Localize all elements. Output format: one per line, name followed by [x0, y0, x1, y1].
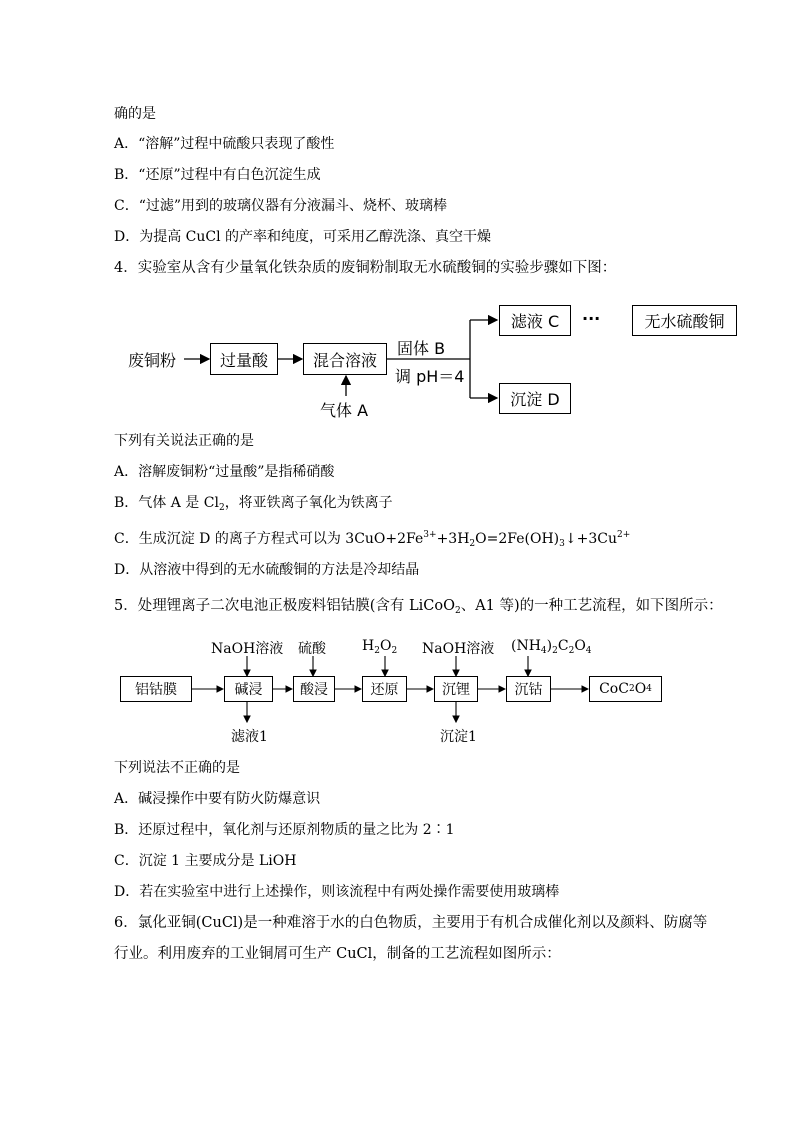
q6-stem-line1: 6．氯化亚铜(CuCl)是一种难溶于水的白色物质，主要用于有机合成催化剂以及颜料、防腐等 — [114, 915, 708, 931]
q3-option-b: B．“还原”过程中有白色沉淀生成 — [114, 167, 321, 183]
label-waste-copper: 废铜粉 — [128, 351, 177, 370]
box-filtrate-c: 滤液 C — [499, 305, 571, 336]
q4-option-d: D．从溶液中得到的无水硫酸铜的方法是冷却结晶 — [114, 562, 420, 578]
label-naoh-2: NaOH溶液 — [422, 641, 495, 657]
box-al-co-film: 铝钴膜 — [120, 676, 192, 702]
q5-option-b: B．还原过程中，氧化剂与还原剂物质的量之比为 2∶1 — [114, 822, 455, 838]
label-precipitate-1: 沉淀1 — [440, 729, 477, 745]
box-excess-acid: 过量酸 — [210, 343, 278, 375]
q3-option-a: A．“溶解”过程中硫酸只表现了酸性 — [114, 136, 335, 152]
label-solid-b: 固体 B — [397, 339, 446, 358]
q4-option-c: C．生成沉淀 D 的离子方程式可以为 $3CuO+2Fe^{3+}+3H_2O=2Fe(OH)_3↓+3Cu^{2+}$ — [114, 530, 631, 549]
q4-stem: 4．实验室从含有少量氧化铁杂质的废铜粉制取无水硫酸铜的实验步骤如下图： — [114, 260, 617, 276]
box-anhydrous-cuso4: 无水硫酸铜 — [632, 305, 737, 336]
label-naoh-1: NaOH溶液 — [211, 641, 284, 657]
q5-option-c: C．沉淀 1 主要成分是 LiOH — [114, 853, 297, 869]
box-reduction: 还原 — [362, 676, 407, 702]
q3-option-d: D．为提高 CuCl 的产率和纯度，可采用乙醇洗涤、真空干燥 — [114, 229, 492, 245]
q6-stem-line2: 行业。利用废弃的工业铜屑可生产 CuCl，制备的工艺流程如图所示： — [114, 946, 561, 962]
label-h2o2: $H_2O_2$ — [362, 638, 398, 656]
box-cobalt-oxalate: CoC 2 O 4 — [589, 676, 662, 702]
label-gas-a: 气体 A — [320, 401, 369, 420]
label-filtrate-1: 滤液1 — [231, 729, 268, 745]
label-adjust-ph: 调 pH＝4 — [395, 367, 465, 386]
box-acid-leach: 酸浸 — [293, 676, 335, 702]
box-alkali-leach: 碱浸 — [224, 676, 273, 702]
box-co-precip: 沉钴 — [506, 676, 551, 702]
q3-option-c: C．“过滤”用到的玻璃仪器有分液漏斗、烧杯、玻璃棒 — [114, 198, 448, 214]
box-precipitate-d: 沉淀 D — [499, 383, 571, 414]
q5-stem: 5．处理锂离子二次电池正极废料铝钴膜(含有 LiCoO$_2$、A1 等)的一种工艺流程，如下图所示： — [114, 598, 723, 616]
label-ammonium-oxalate: $(NH_4)_2C_2O_4$ — [511, 638, 592, 656]
q4-option-b: B．气体 A 是 $Cl_2$，将亚铁离子氧化为铁离子 — [114, 495, 393, 513]
q5-option-a: A．碱浸操作中要有防火防爆意识 — [114, 791, 321, 807]
q4-prompt: 下列有关说法正确的是 — [114, 433, 254, 449]
q5-option-d: D．若在实验室中进行上述操作，则该流程中有两处操作需要使用玻璃棒 — [114, 884, 560, 900]
box-li-precip: 沉锂 — [434, 676, 478, 702]
box-mixed-solution: 混合溶液 — [303, 343, 387, 375]
q5-prompt: 下列说法不正确的是 — [114, 760, 240, 776]
q4-option-a: A．溶解废铜粉“过量酸”是指稀硝酸 — [114, 464, 335, 480]
q3-continuation: 确的是 — [114, 106, 156, 122]
label-ellipsis: ··· — [582, 309, 601, 328]
label-sulfuric-acid: 硫酸 — [298, 641, 326, 657]
